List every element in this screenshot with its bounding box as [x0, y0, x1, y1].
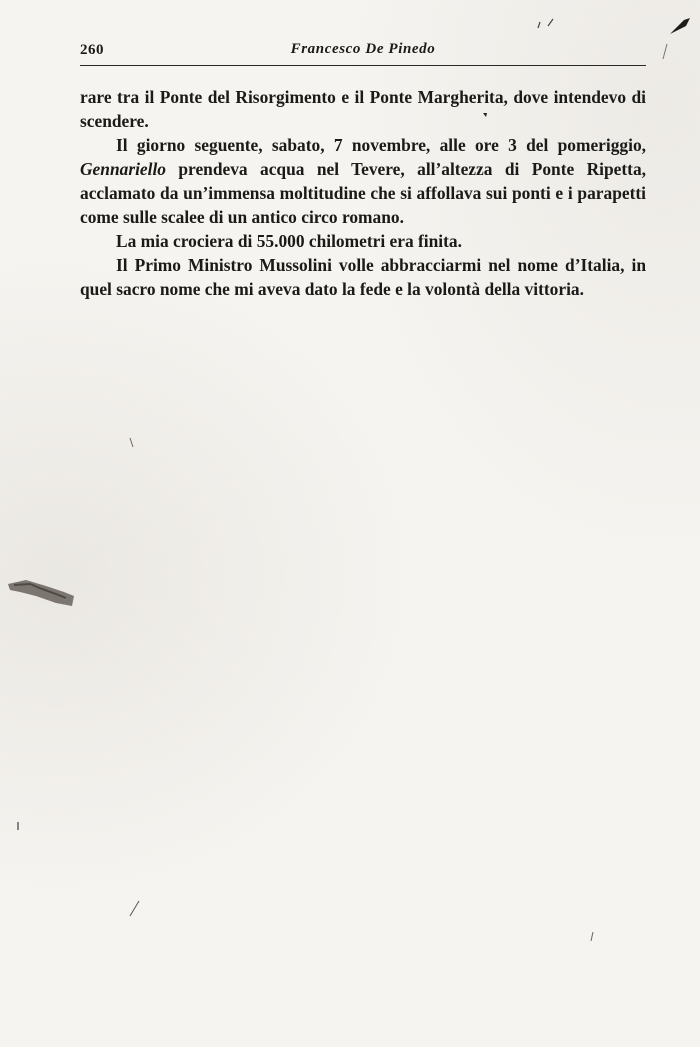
corner-mark: [664, 14, 696, 38]
paragraph-2: [80, 133, 646, 229]
body-text: [80, 85, 646, 301]
speck-mark: [128, 436, 136, 450]
page-header: [80, 40, 646, 64]
speck-mark: [660, 42, 670, 62]
ink-blot-mark: [6, 576, 76, 608]
header-rule: [80, 65, 646, 66]
paragraph-3: La mia crociera di 55.000 chilometri era finita.: [116, 231, 462, 251]
speck-mark: [14, 820, 22, 832]
paragraph-4: Il Primo Ministro Mussolini volle abbracciarmi nel nome d’Italia, in quel sacro nome che mi aveva dato la fede e la volontà della vittoria.: [80, 255, 646, 299]
speck-mark: [536, 16, 556, 30]
paragraph-2-text-b: prendeva acqua nel Tevere, all’altezza di Ponte Ripetta, acclamato da un’immensa moltitudine che si affollava sui ponti e i parapetti come sulle scalee di un antico circo romano.: [80, 159, 646, 227]
speck-mark: [480, 110, 490, 120]
page-number: 260: [80, 42, 104, 58]
paragraph-1: rare tra il Ponte del Risorgimento e il Ponte Margherita, dove intendevo di scendere.: [80, 87, 646, 131]
speck-mark: [128, 898, 142, 918]
boat-name: Gennariello: [80, 159, 166, 179]
running-head: Francesco De Pinedo: [290, 41, 436, 57]
paragraph-2-text-a: Il giorno seguente, sabato, 7 novembre, alle ore 3 del pomeriggio,: [116, 135, 646, 155]
speck-mark: [588, 930, 596, 944]
